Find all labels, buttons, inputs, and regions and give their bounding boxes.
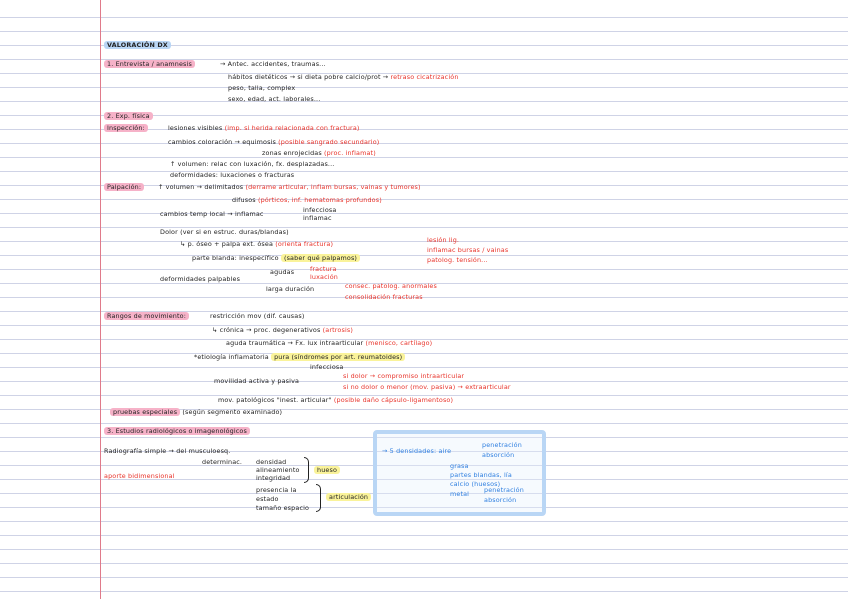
rango-line3: aguda traumática → Fx. lux intraarticular (menisco, cartílago) bbox=[226, 339, 433, 347]
def-consec: consec. patolog. anormales bbox=[345, 282, 437, 290]
dolor-side1: lesión lig. bbox=[427, 236, 460, 244]
box-metal: metal bbox=[450, 490, 470, 498]
s3-presencia: presencia la bbox=[256, 486, 297, 494]
rango-line2: ↳ crónica → proc. degenerativos (artrosis) bbox=[212, 326, 354, 334]
rango-label: Rangos de movimiento: bbox=[104, 312, 189, 320]
insp-line4: ↑ volumen: relac con luxación, fx. desplazadas... bbox=[170, 160, 335, 168]
s3-densidad: densidad bbox=[256, 458, 287, 466]
dolor-side3: patolog. tensión... bbox=[427, 256, 488, 264]
rango-line4-infecciosa: infecciosa bbox=[310, 363, 344, 371]
palp-line2: difusos (pórticos, inf. hematomas profundos) bbox=[232, 196, 382, 204]
margin-line bbox=[100, 0, 101, 599]
s1-line4: sexo, edad, act. laborales... bbox=[228, 95, 321, 103]
s3-integridad: integridad bbox=[256, 474, 291, 482]
s1-line3: peso, talla, complex bbox=[228, 84, 296, 92]
def-luxacion: luxación bbox=[310, 273, 338, 281]
s1-heading: 1. Entrevista / anamnesis bbox=[104, 60, 195, 68]
def-consolidacion: consolidación fracturas bbox=[345, 293, 423, 301]
rango-line6: mov. patológicos "inest. articular" (posible daño cápsulo-ligamentoso) bbox=[218, 396, 454, 404]
s3-hueso: hueso bbox=[314, 466, 340, 474]
rango-line5: movilidad activa y pasiva bbox=[214, 377, 300, 385]
palp-line1: ↑ volumen → delimitados (derrame articular, inflam bursas, vainas y tumores) bbox=[158, 183, 421, 191]
s3-heading: 3. Estudios radiológicos o imagenológicos bbox=[104, 427, 250, 435]
temp-infecciosa: infecciosa bbox=[303, 206, 337, 214]
rango-line5-nodolor: si no dolor o menor (mov. pasiva) → extraarticular bbox=[343, 383, 511, 391]
def-fractura: fractura bbox=[310, 265, 337, 273]
rango-line1: restricción mov (dif. causas) bbox=[210, 312, 305, 320]
dolor-line3: parte blanda: inespecífico (saber qué palpamos) bbox=[192, 254, 360, 262]
s2-heading: 2. Exp. física bbox=[104, 112, 153, 120]
dolor-line2: ↳ p. óseo + palpa ext. ósea (orienta fractura) bbox=[180, 240, 334, 248]
insp-line5: deformidades: luxaciones o fracturas bbox=[170, 171, 295, 179]
insp-line2: cambios coloración → equimosis (posible sangrado secundario) bbox=[168, 138, 380, 146]
s3-articulacion: articulación bbox=[326, 493, 371, 501]
brace-hueso bbox=[304, 457, 309, 483]
box-p1: penetración bbox=[482, 441, 522, 449]
rango-line7: pruebas especiales (según segmento examinado) bbox=[110, 408, 282, 416]
s3-aporte: aporte bidimensional bbox=[104, 472, 175, 480]
def-larga: larga duración bbox=[266, 285, 315, 293]
temp-inflamac: inflamac bbox=[303, 214, 332, 222]
page-title: VALORACIÓN DX bbox=[104, 41, 171, 49]
box-grasa: grasa bbox=[450, 462, 469, 470]
box-m1: penetración bbox=[484, 486, 524, 494]
dolor-side2: inflamac bursas / vainas bbox=[427, 246, 509, 254]
box-head: → 5 densidades: aire bbox=[382, 447, 452, 455]
dolor-line1: Dolor (ver si en estruc. duras/blandas) bbox=[160, 228, 289, 236]
insp-label: Inspección: bbox=[104, 124, 148, 132]
palp-label: Palpación: bbox=[104, 183, 144, 191]
s3-estado: estado bbox=[256, 495, 279, 503]
s1-line2: hábitos dietéticos → si dieta pobre calcio/prot → retraso cicatrización bbox=[228, 73, 459, 81]
box-m2: absorción bbox=[484, 496, 517, 504]
box-partes: partes blandas, lía bbox=[450, 471, 512, 479]
def-line: deformidades palpables bbox=[160, 275, 241, 283]
insp-line1: lesiones visibles (imp. si herida relacionada con fractura) bbox=[168, 124, 360, 132]
rango-line4: *etiología inflamatoria pura (síndromes por art. reumatoides) bbox=[194, 353, 405, 361]
s3-tamano: tamaño espacio bbox=[256, 504, 310, 512]
s3-line1: Radiografía simple → del musculoesq. bbox=[104, 447, 231, 455]
temp-line: cambios temp local → inflamac bbox=[160, 210, 264, 218]
insp-line3: zonas enrojecidas (proc. inflamat) bbox=[262, 149, 376, 157]
brace-articulacion bbox=[316, 484, 321, 512]
s1-line1: → Antec. accidentes, traumas... bbox=[220, 60, 326, 68]
rango-line5-dolor: si dolor → compromiso intraarticular bbox=[343, 372, 465, 380]
box-calcio: calcio (huesos) bbox=[450, 480, 501, 488]
box-p2: absorción bbox=[482, 451, 515, 459]
s3-alineamiento: alineamiento bbox=[256, 466, 300, 474]
def-agudas: agudas bbox=[270, 268, 295, 276]
s3-determinac: determinac. bbox=[202, 458, 243, 466]
